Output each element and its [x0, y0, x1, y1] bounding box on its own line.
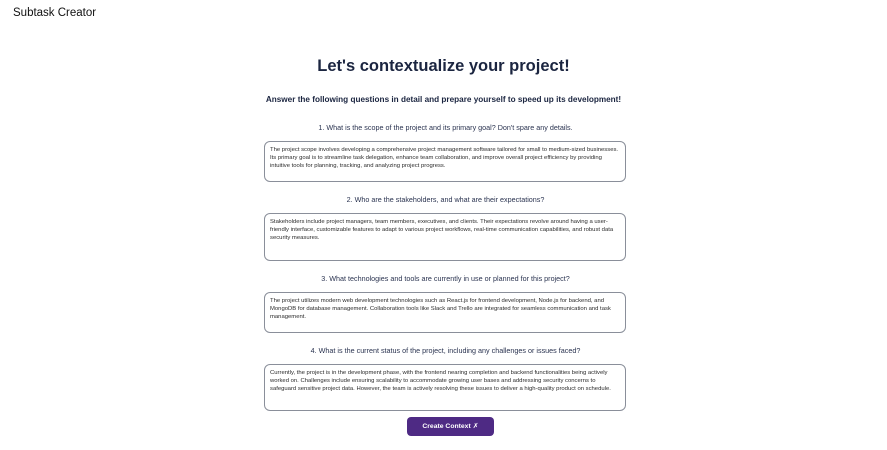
question-4-label: 4. What is the current status of the project, including any challenges or issues faced?	[310, 346, 581, 355]
page-subtitle: Answer the following questions in detail and prepare yourself to speed up its development!	[265, 95, 622, 104]
page-title: Let's contextualize your project!	[317, 57, 570, 75]
question-3-label: 3. What technologies and tools are currently in use or planned for this project?	[321, 274, 570, 283]
question-2-answer-field[interactable]: Stakeholders include project managers, team members, executives, and clients. Their expectations revolve around having a user-friendly interface, customizable features to adapt to various project workflows, real-time communication capabilities, and robust data security measures.	[264, 213, 626, 261]
question-1-answer-field[interactable]: The project scope involves developing a comprehensive project management software tailored for small to medium-sized businesses. Its primary goal is to streamline task delegation, enhance team collaboration, and improve overall project efficiency by providing intuitive tools for planning, tracking, and analyzing project progress.	[264, 141, 626, 182]
app-title: Subtask Creator	[13, 7, 97, 19]
question-1-label: 1. What is the scope of the project and its primary goal? Don't spare any details.	[318, 123, 573, 132]
create-context-label: Create Context	[422, 423, 471, 430]
question-3-answer-field[interactable]: The project utilizes modern web development technologies such as React.js for frontend development, Node.js for backend, and MongoDB for database management. Collaboration tools like Slack and Trello are integrated for seamless communication and task management.	[264, 292, 626, 333]
question-2-label: 2. Who are the stakeholders, and what are their expectations?	[346, 195, 545, 204]
sparkle-icon: ✗	[472, 423, 479, 430]
create-context-button[interactable]	[407, 417, 494, 436]
question-4-answer-field[interactable]: Currently, the project is in the development phase, with the frontend nearing completion and backend functionalities being actively worked on. Challenges include ensuring scalability to accommodate growing user bases and addressing security concerns to safeguard sensitive project data. However, the team is actively resolving these issues to deliver a high-quality product on schedule.	[264, 364, 626, 411]
